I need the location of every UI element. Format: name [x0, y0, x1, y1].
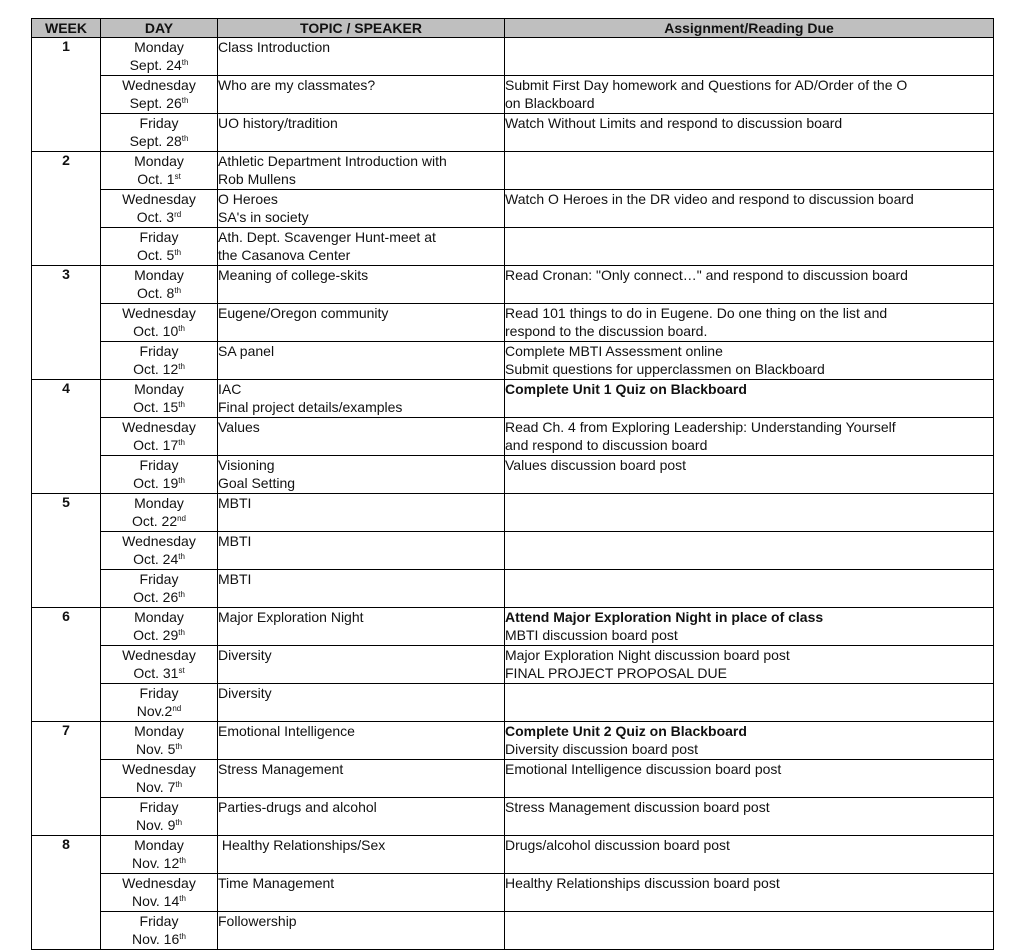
date-text: Oct. 22	[131, 513, 178, 529]
table-row	[32, 874, 994, 912]
date-text: Oct. 10	[133, 323, 179, 339]
date-text: Nov. 16	[132, 931, 180, 947]
date-ordinal-suffix: th	[178, 362, 185, 371]
header-week: WEEK	[32, 19, 101, 38]
date-text: Oct. 19	[133, 475, 179, 491]
assignment-cell	[505, 494, 994, 532]
date-ordinal-suffix: th	[181, 58, 189, 67]
week-number: 7	[32, 722, 101, 836]
day-date	[101, 892, 217, 910]
assignment-line: Attend Major Exploration Night in place of class	[505, 609, 824, 625]
topic-line: Eugene/Oregon community	[218, 305, 389, 321]
topic-line: Major Exploration Night	[218, 609, 364, 625]
date-ordinal-suffix: th	[174, 248, 182, 257]
assignment-cell	[505, 76, 994, 114]
assignment-line: Diversity discussion board post	[505, 741, 698, 757]
date-ordinal-suffix: th	[181, 96, 189, 105]
assignment-line: respond to the discussion board.	[505, 323, 708, 339]
assignment-cell	[505, 646, 994, 684]
day-date	[101, 284, 217, 302]
date-ordinal-suffix: nd	[177, 514, 187, 523]
day-cell	[101, 532, 218, 570]
topic-line: Diversity	[218, 685, 272, 701]
day-name: Monday	[134, 39, 184, 55]
assignment-cell	[505, 570, 994, 608]
day-date	[101, 246, 217, 264]
table-row	[32, 836, 994, 874]
topic-cell	[218, 874, 505, 912]
day-cell	[101, 912, 218, 950]
assignment-line: Drugs/alcohol discussion board post	[505, 837, 730, 853]
day-cell	[101, 836, 218, 874]
date-text: Oct. 12	[133, 361, 179, 377]
assignment-cell	[505, 798, 994, 836]
assignment-cell	[505, 114, 994, 152]
date-text: Oct. 29	[133, 627, 179, 643]
assignment-line: on Blackboard	[505, 95, 595, 111]
date-ordinal-suffix: th	[178, 552, 185, 561]
assignment-cell	[505, 304, 994, 342]
date-text: Sept. 26	[129, 95, 182, 111]
day-name: Monday	[134, 495, 184, 511]
topic-line: Parties-drugs and alcohol	[218, 799, 377, 815]
date-text: Oct. 31	[133, 665, 179, 681]
day-name: Friday	[139, 457, 179, 473]
day-date	[101, 588, 217, 606]
day-cell	[101, 114, 218, 152]
topic-line: Rob Mullens	[218, 171, 296, 187]
topic-cell	[218, 836, 505, 874]
topic-cell	[218, 114, 505, 152]
assignment-line: Complete Unit 1 Quiz on Blackboard	[505, 381, 747, 397]
table-row	[32, 494, 994, 532]
assignment-line: Watch O Heroes in the DR video and respond to discussion board	[505, 191, 914, 207]
topic-line: Athletic Department Introduction with	[218, 153, 447, 169]
topic-cell	[218, 418, 505, 456]
topic-line: Class Introduction	[218, 39, 331, 55]
day-name: Wednesday	[122, 647, 196, 663]
topic-line: Meaning of college-skits	[218, 267, 369, 283]
assignment-cell	[505, 380, 994, 418]
day-date	[101, 436, 217, 454]
day-name: Wednesday	[122, 761, 196, 777]
table-row	[32, 418, 994, 456]
day-cell	[101, 190, 218, 228]
day-date	[101, 170, 217, 188]
date-text: Oct. 5	[136, 247, 175, 263]
table-row	[32, 152, 994, 190]
date-ordinal-suffix: th	[179, 894, 186, 903]
day-date	[101, 702, 217, 720]
topic-cell	[218, 684, 505, 722]
topic-line: Visioning	[218, 457, 275, 473]
topic-cell	[218, 76, 505, 114]
table-row	[32, 228, 994, 266]
date-ordinal-suffix: th	[179, 856, 186, 865]
date-ordinal-suffix: st	[178, 666, 185, 675]
date-ordinal-suffix: th	[178, 438, 185, 447]
day-name: Wednesday	[122, 875, 196, 891]
date-ordinal-suffix: th	[174, 286, 182, 295]
topic-line: Goal Setting	[218, 475, 296, 491]
day-cell	[101, 646, 218, 684]
table-row	[32, 532, 994, 570]
topic-line: Ath. Dept. Scavenger Hunt-meet at	[218, 229, 436, 245]
topic-line: SA panel	[218, 343, 275, 359]
day-date	[101, 930, 217, 948]
week-number: 5	[32, 494, 101, 608]
topic-cell	[218, 722, 505, 760]
topic-line: the Casanova Center	[218, 247, 351, 263]
topic-cell	[218, 760, 505, 798]
day-name: Monday	[134, 723, 184, 739]
assignment-cell	[505, 152, 994, 190]
day-date	[101, 360, 217, 378]
topic-line: IAC	[218, 381, 242, 397]
topic-cell	[218, 380, 505, 418]
topic-cell	[218, 342, 505, 380]
day-date	[101, 208, 217, 226]
assignment-cell	[505, 684, 994, 722]
day-cell	[101, 342, 218, 380]
week-number: 8	[32, 836, 101, 950]
assignment-cell	[505, 190, 994, 228]
day-date	[101, 398, 217, 416]
table-row	[32, 266, 994, 304]
table-row	[32, 646, 994, 684]
day-name: Monday	[134, 609, 184, 625]
day-name: Friday	[139, 913, 179, 929]
assignment-cell	[505, 266, 994, 304]
topic-line: O Heroes	[218, 191, 278, 207]
day-cell	[101, 608, 218, 646]
date-ordinal-suffix: th	[175, 742, 183, 751]
week-number: 2	[32, 152, 101, 266]
day-name: Friday	[139, 229, 179, 245]
table-row	[32, 798, 994, 836]
assignment-line: Watch Without Limits and respond to discussion board	[505, 115, 843, 131]
day-name: Wednesday	[122, 419, 196, 435]
table-row	[32, 76, 994, 114]
day-date	[101, 512, 217, 530]
date-text: Nov. 7	[135, 779, 176, 795]
assignment-cell	[505, 418, 994, 456]
day-cell	[101, 152, 218, 190]
day-cell	[101, 798, 218, 836]
topic-cell	[218, 494, 505, 532]
assignment-line: Complete Unit 2 Quiz on Blackboard	[505, 723, 747, 739]
day-cell	[101, 874, 218, 912]
day-cell	[101, 380, 218, 418]
table-row	[32, 114, 994, 152]
topic-cell	[218, 532, 505, 570]
date-text: Sept. 24	[129, 57, 182, 73]
assignment-line: Major Exploration Night discussion board post	[505, 647, 790, 663]
assignment-cell	[505, 342, 994, 380]
day-name: Friday	[139, 799, 179, 815]
topic-cell	[218, 228, 505, 266]
week-number: 1	[32, 38, 101, 152]
topic-line: Diversity	[218, 647, 272, 663]
day-name: Monday	[134, 153, 184, 169]
assignment-cell	[505, 874, 994, 912]
header-topic: TOPIC / SPEAKER	[218, 19, 505, 38]
topic-cell	[218, 304, 505, 342]
assignment-line: Healthy Relationships discussion board post	[505, 875, 780, 891]
topic-cell	[218, 266, 505, 304]
day-cell	[101, 418, 218, 456]
date-text: Nov. 5	[135, 741, 176, 757]
date-text: Oct. 24	[133, 551, 179, 567]
topic-line: SA's in society	[218, 209, 309, 225]
topic-cell	[218, 190, 505, 228]
day-cell	[101, 228, 218, 266]
day-name: Friday	[139, 571, 179, 587]
date-ordinal-suffix: th	[178, 628, 185, 637]
day-date	[101, 854, 217, 872]
topic-line: Stress Management	[218, 761, 344, 777]
day-cell	[101, 684, 218, 722]
table-row	[32, 342, 994, 380]
topic-cell	[218, 608, 505, 646]
day-name: Friday	[139, 343, 179, 359]
day-date	[101, 550, 217, 568]
table-row	[32, 38, 994, 76]
day-date	[101, 778, 217, 796]
day-cell	[101, 494, 218, 532]
day-date	[101, 626, 217, 644]
topic-cell	[218, 646, 505, 684]
day-date	[101, 474, 217, 492]
date-ordinal-suffix: th	[175, 780, 183, 789]
table-row	[32, 912, 994, 950]
topic-cell	[218, 570, 505, 608]
date-ordinal-suffix: st	[174, 172, 181, 181]
day-name: Monday	[134, 837, 184, 853]
week-number: 4	[32, 380, 101, 494]
header-day: DAY	[101, 19, 218, 38]
assignment-cell	[505, 532, 994, 570]
table-row	[32, 760, 994, 798]
day-date	[101, 94, 217, 112]
topic-line: MBTI	[218, 533, 252, 549]
day-cell	[101, 722, 218, 760]
topic-cell	[218, 456, 505, 494]
assignment-line: Read Ch. 4 from Exploring Leadership: Understanding Yourself	[505, 419, 896, 435]
date-ordinal-suffix: th	[178, 324, 185, 333]
assignment-line: Read Cronan: "Only connect…" and respond to discussion board	[505, 267, 908, 283]
table-row	[32, 304, 994, 342]
day-name: Wednesday	[122, 77, 196, 93]
day-date	[101, 132, 217, 150]
date-ordinal-suffix: nd	[172, 704, 182, 713]
day-cell	[101, 76, 218, 114]
date-text: Nov. 14	[132, 893, 180, 909]
header-assignment: Assignment/Reading Due	[505, 19, 994, 38]
date-text: Nov. 12	[132, 855, 180, 871]
table-row	[32, 608, 994, 646]
date-ordinal-suffix: th	[181, 134, 189, 143]
table-row	[32, 190, 994, 228]
assignment-cell	[505, 836, 994, 874]
day-name: Friday	[139, 685, 179, 701]
assignment-line: Submit questions for upperclassmen on Blackboard	[505, 361, 825, 377]
day-cell	[101, 38, 218, 76]
assignment-cell	[505, 760, 994, 798]
table-header	[32, 19, 994, 38]
day-date	[101, 740, 217, 758]
topic-line: MBTI	[218, 571, 252, 587]
assignment-line: and respond to discussion board	[505, 437, 708, 453]
date-text: Oct. 15	[133, 399, 179, 415]
day-cell	[101, 456, 218, 494]
date-ordinal-suffix: th	[178, 590, 185, 599]
assignment-cell	[505, 38, 994, 76]
assignment-cell	[505, 608, 994, 646]
topic-line: Time Management	[218, 875, 335, 891]
day-date	[101, 322, 217, 340]
day-cell	[101, 760, 218, 798]
date-ordinal-suffix: th	[179, 932, 186, 941]
date-text: Oct. 8	[136, 285, 175, 301]
schedule-table	[31, 18, 994, 950]
day-name: Monday	[134, 267, 184, 283]
topic-line: Final project details/examples	[218, 399, 403, 415]
assignment-cell	[505, 456, 994, 494]
assignment-line: Values discussion board post	[505, 457, 687, 473]
assignment-line: MBTI discussion board post	[505, 627, 678, 643]
day-cell	[101, 266, 218, 304]
date-ordinal-suffix: th	[178, 400, 185, 409]
assignment-line: Read 101 things to do in Eugene. Do one thing on the list and	[505, 305, 888, 321]
day-cell	[101, 304, 218, 342]
table-row	[32, 570, 994, 608]
topic-cell	[218, 152, 505, 190]
topic-line: Followership	[218, 913, 297, 929]
assignment-cell	[505, 722, 994, 760]
assignment-line: FINAL PROJECT PROPOSAL DUE	[505, 665, 727, 681]
schedule-body	[32, 38, 994, 950]
header-row	[32, 19, 994, 38]
date-ordinal-suffix: th	[178, 476, 185, 485]
topic-line: Healthy Relationships/Sex	[218, 837, 386, 853]
date-text: Oct. 1	[137, 171, 175, 187]
date-text: Nov. 9	[135, 817, 176, 833]
day-name: Wednesday	[122, 191, 196, 207]
assignment-line: Stress Management discussion board post	[505, 799, 770, 815]
table-row	[32, 684, 994, 722]
day-name: Monday	[134, 381, 184, 397]
assignment-line: Submit First Day homework and Questions for AD/Order of the O	[505, 77, 908, 93]
topic-line: MBTI	[218, 495, 252, 511]
topic-cell	[218, 38, 505, 76]
assignment-cell	[505, 228, 994, 266]
topic-cell	[218, 912, 505, 950]
topic-line: Who are my classmates?	[218, 77, 376, 93]
day-name: Friday	[139, 115, 179, 131]
day-name: Wednesday	[122, 533, 196, 549]
day-date	[101, 56, 217, 74]
assignment-line: Emotional Intelligence discussion board post	[505, 761, 782, 777]
day-name: Wednesday	[122, 305, 196, 321]
date-text: Oct. 17	[133, 437, 179, 453]
date-ordinal-suffix: th	[175, 818, 183, 827]
date-ordinal-suffix: rd	[174, 210, 182, 219]
topic-cell	[218, 798, 505, 836]
date-text: Nov.2	[136, 703, 173, 719]
topic-line: UO history/tradition	[218, 115, 338, 131]
assignment-line: Complete MBTI Assessment online	[505, 343, 723, 359]
day-date	[101, 816, 217, 834]
topic-line: Emotional Intelligence	[218, 723, 355, 739]
week-number: 6	[32, 608, 101, 722]
date-text: Sept. 28	[129, 133, 182, 149]
week-number: 3	[32, 266, 101, 380]
table-row	[32, 456, 994, 494]
day-date	[101, 664, 217, 682]
date-text: Oct. 3	[136, 209, 175, 225]
topic-line: Values	[218, 419, 260, 435]
assignment-cell	[505, 912, 994, 950]
table-row	[32, 380, 994, 418]
table-row	[32, 722, 994, 760]
date-text: Oct. 26	[133, 589, 179, 605]
day-cell	[101, 570, 218, 608]
